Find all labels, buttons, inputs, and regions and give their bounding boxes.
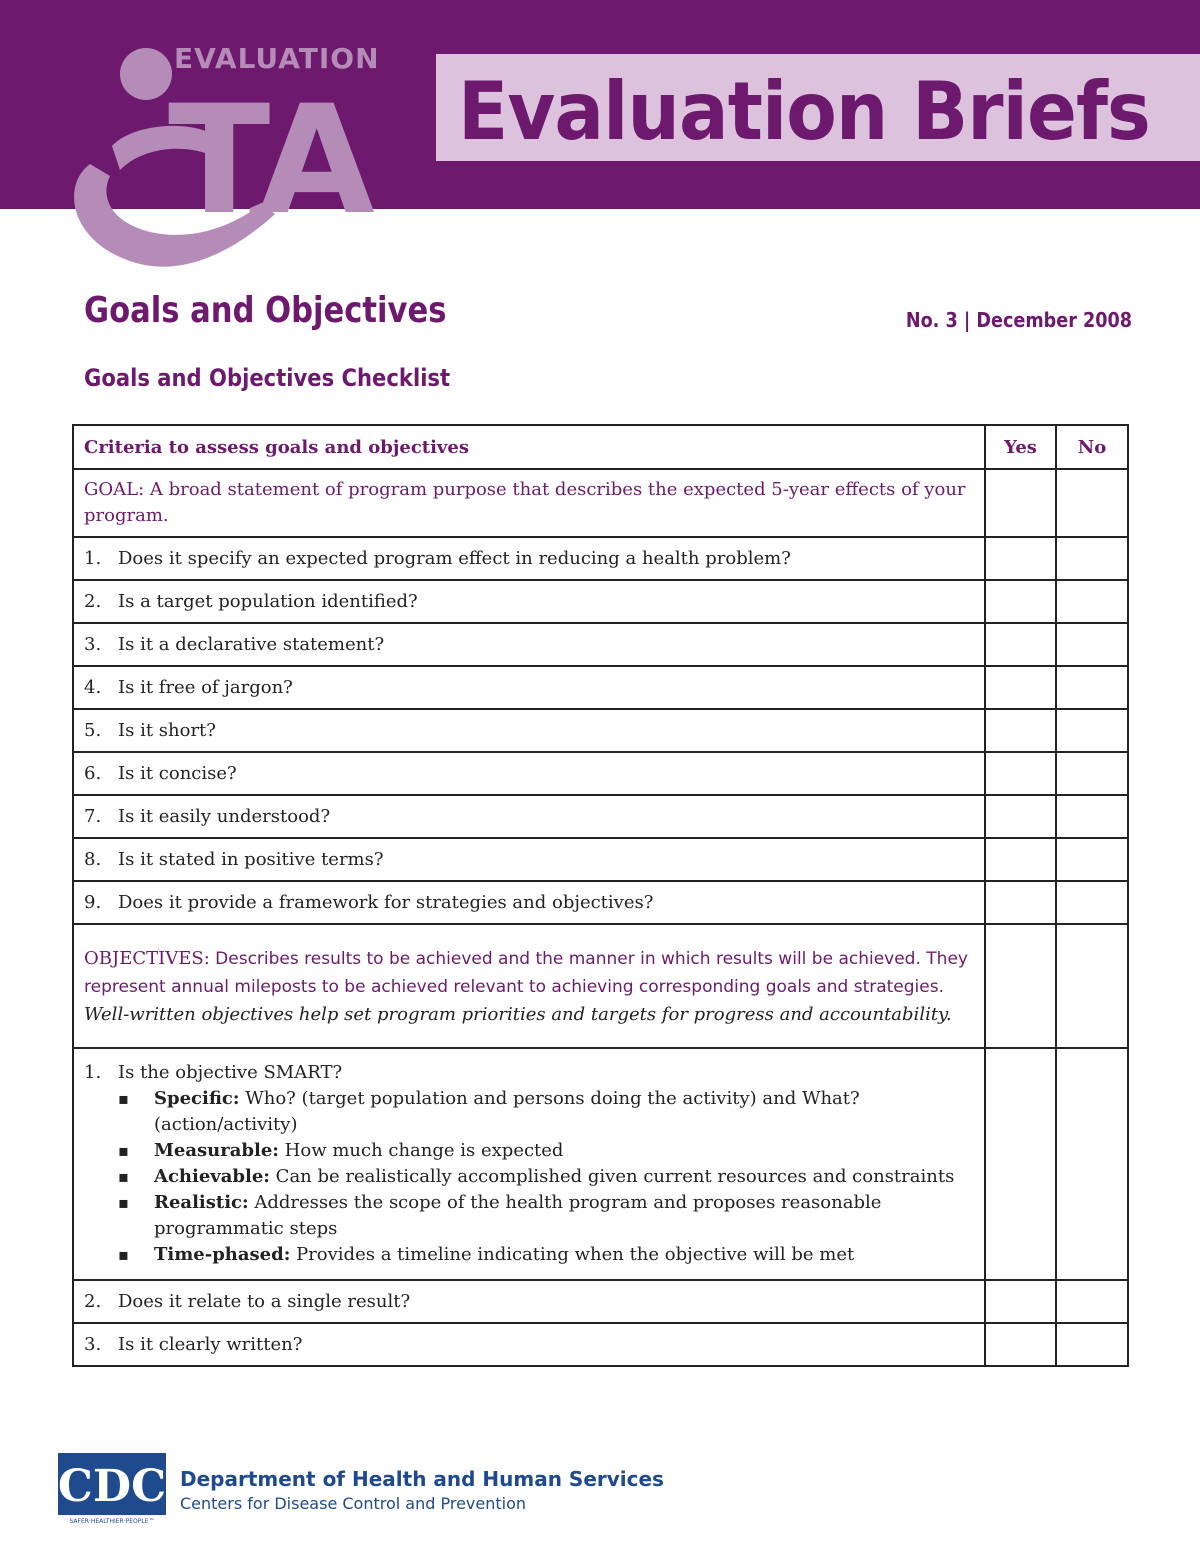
smart-term: Achievable: <box>154 1166 270 1187</box>
item-text: Is it short? <box>118 720 216 741</box>
smart-text: Addresses the scope of the health program and proposes reasonable programmatic steps <box>154 1192 882 1239</box>
yes-cell[interactable] <box>985 1280 1056 1323</box>
logo-word: EVALUATION <box>174 42 380 75</box>
table-row <box>73 623 1128 666</box>
no-cell[interactable] <box>1056 924 1128 1048</box>
table-row <box>73 838 1128 881</box>
smart-list <box>84 1086 974 1268</box>
logo-letters: TA <box>168 74 375 248</box>
publication-title: Evaluation Briefs <box>458 65 1150 158</box>
objectives-row <box>73 924 1128 1048</box>
objectives-definition <box>73 924 985 1048</box>
item-text: Does it relate to a single result? <box>118 1291 411 1312</box>
yes-cell[interactable] <box>985 709 1056 752</box>
table-row <box>73 1323 1128 1366</box>
agency-name: Centers for Disease Control and Prevention <box>180 1494 527 1513</box>
criteria-header: Criteria to assess goals and objectives <box>73 425 985 469</box>
table-header-row <box>73 425 1128 469</box>
goal-text: A broad statement of program purpose that describes the expected 5-year effects of your program. <box>84 479 966 526</box>
yes-cell[interactable] <box>985 881 1056 924</box>
item-number: 1. <box>84 548 102 569</box>
list-item <box>118 1190 974 1242</box>
item-number: 8. <box>84 849 102 870</box>
yes-cell[interactable] <box>985 623 1056 666</box>
no-cell[interactable] <box>1056 537 1128 580</box>
checklist-table <box>72 424 1129 1367</box>
no-cell[interactable] <box>1056 795 1128 838</box>
no-cell[interactable] <box>1056 881 1128 924</box>
smart-term: Specific: <box>154 1088 240 1109</box>
no-cell[interactable] <box>1056 623 1128 666</box>
yes-cell[interactable] <box>985 752 1056 795</box>
no-cell[interactable] <box>1056 1323 1128 1366</box>
item-number: 9. <box>84 892 102 913</box>
smart-text: Can be realistically accomplished given current resources and constraints <box>269 1166 955 1187</box>
list-item <box>118 1242 974 1268</box>
no-cell[interactable] <box>1056 666 1128 709</box>
item-text: Does it provide a framework for strategies and objectives? <box>118 892 654 913</box>
yes-header: Yes <box>985 425 1056 469</box>
table-row <box>73 580 1128 623</box>
no-cell[interactable] <box>1056 1048 1128 1280</box>
item-number: 4. <box>84 677 102 698</box>
item-number: 3. <box>84 634 102 655</box>
item-number: 1. <box>84 1062 102 1083</box>
cdc-logo-tagline: SAFER·HEALTHIER·PEOPLE™ <box>69 1518 155 1525</box>
issue-date: No. 3 | December 2008 <box>905 308 1132 332</box>
list-item <box>118 1164 974 1190</box>
list-item <box>118 1086 974 1138</box>
no-header: No <box>1056 425 1128 469</box>
smart-text: Provides a timeline indicating when the objective will be met <box>290 1244 855 1265</box>
table-row <box>73 709 1128 752</box>
item-number: 3. <box>84 1334 102 1355</box>
checklist-subtitle: Goals and Objectives Checklist <box>84 364 451 392</box>
objectives-label: OBJECTIVES: <box>84 947 210 969</box>
item-number: 2. <box>84 1291 102 1312</box>
list-item <box>118 1138 974 1164</box>
yes-cell[interactable] <box>985 580 1056 623</box>
table-row <box>73 752 1128 795</box>
yes-cell[interactable] <box>985 838 1056 881</box>
smart-text: How much change is expected <box>278 1140 564 1161</box>
smart-term: Measurable: <box>154 1140 279 1161</box>
smart-term: Time-phased: <box>154 1244 291 1265</box>
item-text: Is it free of jargon? <box>118 677 293 698</box>
yes-cell[interactable] <box>985 1323 1056 1366</box>
smart-row <box>73 1048 1128 1280</box>
item-text: Is it stated in positive terms? <box>118 849 384 870</box>
item-text: Is a target population identified? <box>118 591 418 612</box>
item-text: Is it clearly written? <box>118 1334 303 1355</box>
smart-text: Who? (target population and persons doing the activity) and What? (action/activity) <box>154 1088 860 1135</box>
department-name: Department of Health and Human Services <box>180 1467 664 1491</box>
item-text: Is it a declarative statement? <box>118 634 385 655</box>
item-number: 5. <box>84 720 102 741</box>
item-text: Is it concise? <box>118 763 237 784</box>
item-number: 6. <box>84 763 102 784</box>
no-cell[interactable] <box>1056 580 1128 623</box>
item-text: Does it specify an expected program effect in reducing a health problem? <box>118 548 791 569</box>
item-text: Is it easily understood? <box>118 806 331 827</box>
table-row <box>73 795 1128 838</box>
goal-label: GOAL: <box>84 479 145 500</box>
cdc-logo-text: CDC <box>58 1461 166 1512</box>
document-title: Goals and Objectives <box>84 290 447 331</box>
no-cell[interactable] <box>1056 752 1128 795</box>
yes-cell[interactable] <box>985 469 1056 537</box>
yes-cell[interactable] <box>985 537 1056 580</box>
yes-cell[interactable] <box>985 795 1056 838</box>
yes-cell[interactable] <box>985 924 1056 1048</box>
smart-term: Realistic: <box>154 1192 249 1213</box>
no-cell[interactable] <box>1056 838 1128 881</box>
goal-definition <box>73 469 985 537</box>
no-cell[interactable] <box>1056 1280 1128 1323</box>
logo-head-circle <box>120 48 172 100</box>
yes-cell[interactable] <box>985 1048 1056 1280</box>
table-row <box>73 537 1128 580</box>
table-row <box>73 881 1128 924</box>
item-text: Is the objective SMART? <box>118 1062 343 1083</box>
objectives-italic: Well-written objectives help set program priorities and targets for progress and accountability. <box>84 1003 952 1025</box>
no-cell[interactable] <box>1056 469 1128 537</box>
objectives-text: Describes results to be achieved and the manner in which results will be achieved. They represent annual mileposts to be achieved relevant to achieving corresponding goals and strategies. <box>84 948 968 997</box>
table-row <box>73 666 1128 709</box>
table-row <box>73 1280 1128 1323</box>
item-number: 7. <box>84 806 102 827</box>
yes-cell[interactable] <box>985 666 1056 709</box>
item-number: 2. <box>84 591 102 612</box>
cdc-logo <box>58 1453 166 1525</box>
no-cell[interactable] <box>1056 709 1128 752</box>
goal-row <box>73 469 1128 537</box>
